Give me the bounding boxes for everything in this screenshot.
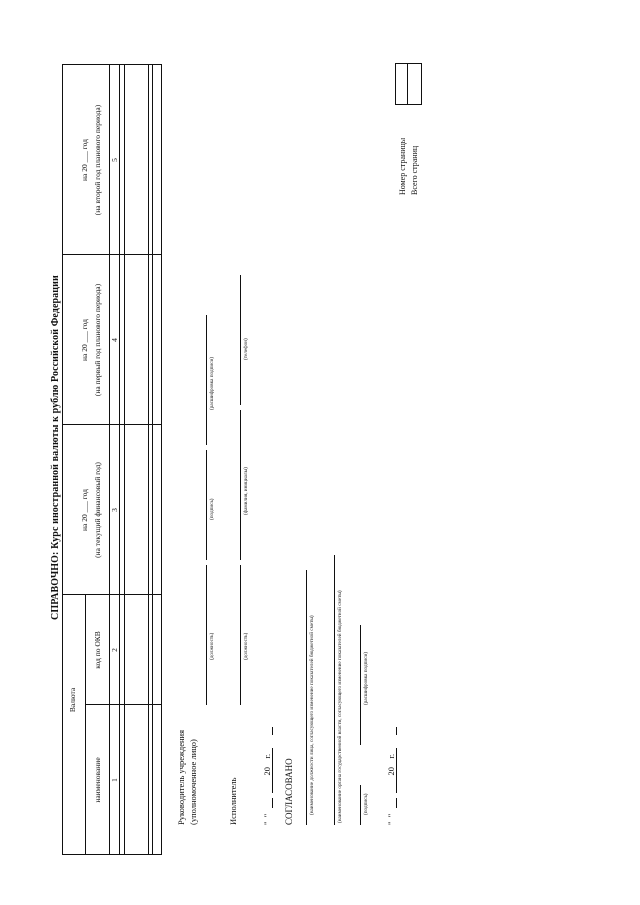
agreed-heading: СОГЛАСОВАНО bbox=[284, 758, 294, 825]
head-position-caption: (должность) bbox=[209, 632, 215, 660]
total-pages-label: Всего страниц bbox=[410, 145, 419, 195]
column-number-1: 1 bbox=[110, 778, 119, 782]
executor-fio-caption: (фамилия, инициалы) bbox=[243, 467, 249, 515]
column-okv: код по ОКВ bbox=[93, 631, 102, 669]
date-line-2: " " 20 г. bbox=[386, 753, 396, 825]
column-number-2: 2 bbox=[110, 648, 119, 652]
executor-label: Исполнитель bbox=[228, 777, 238, 825]
column-year5-sub: (на второй год планового периода) bbox=[93, 104, 102, 216]
document-title: СПРАВОЧНО: Курс иностранной валюты к рублю Российской Федерации bbox=[50, 275, 61, 620]
column-number-3: 3 bbox=[110, 508, 119, 512]
column-number-5: 5 bbox=[110, 158, 119, 162]
page-number-label: Номер страницы bbox=[398, 137, 407, 195]
head-label: Руководитель учреждения bbox=[176, 729, 186, 825]
column-year3-top: на 20 ___ год bbox=[80, 489, 89, 531]
column-year3-sub: (на текущий финансовый год) bbox=[93, 462, 102, 558]
column-name: наименование bbox=[93, 757, 102, 803]
column-number-4: 4 bbox=[110, 338, 119, 342]
executor-position-caption: (должность) bbox=[243, 632, 249, 660]
executor-phone-caption: (телефон) bbox=[243, 338, 249, 360]
agreed-caption-2: (наименование органа государственной власти, согласующего изменение показателей бюджетной сметы) bbox=[337, 590, 343, 823]
column-year4-sub: (на первый год планового периода) bbox=[93, 283, 102, 397]
agreed-signature-caption: (подпись) bbox=[363, 793, 369, 815]
agreed-decoding-caption: (расшифровка подписи) bbox=[363, 652, 369, 705]
column-year4-top: на 20 ___ год bbox=[80, 319, 89, 361]
column-year5-top: на 20 ___ год bbox=[80, 139, 89, 181]
page-number-box bbox=[395, 63, 422, 105]
head-signature-caption: (подпись) bbox=[209, 498, 215, 520]
currency-header: Валюта bbox=[68, 687, 77, 713]
agreed-caption-1: (наименование должности лица, согласующего изменение показателей бюджетной сметы) bbox=[309, 615, 315, 815]
date-line-1: " " 20 г. bbox=[262, 753, 272, 825]
head-decoding-caption: (расшифровка подписи) bbox=[209, 357, 215, 410]
head-label-sub: (уполномоченное лицо) bbox=[188, 739, 198, 825]
